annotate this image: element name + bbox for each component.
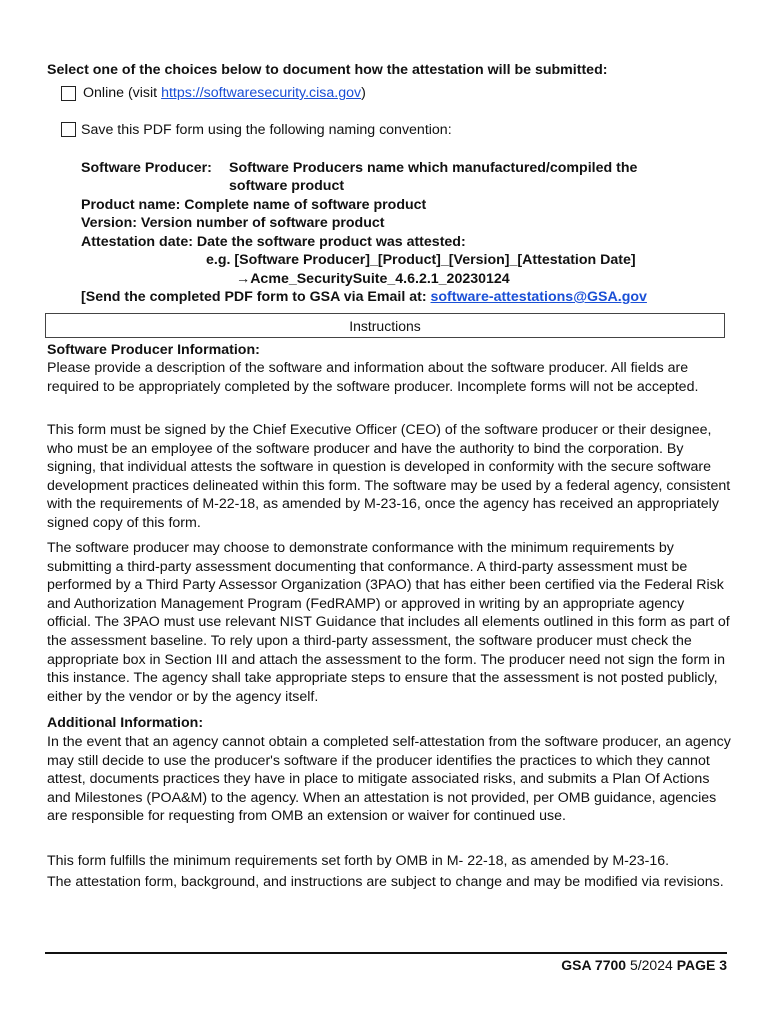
attestation-date-line: Attestation date: Date the software product was attested: [81,234,466,250]
producer-value: Software Producers name which manufactured/compiled the [229,160,638,176]
form-id: GSA 7700 [561,957,627,973]
producer-value-cont: software product [229,178,345,194]
paragraph-revisions: The attestation form, background, and instructions are subject to change and may be modified via revisions. [47,874,724,890]
cisa-link[interactable]: https://softwaresecurity.cisa.gov [161,85,362,101]
send-prefix: [Send the completed PDF form to GSA via Email at: [81,289,427,305]
footer-rule [45,952,727,954]
paragraph-third-party: The software producer may choose to demonstrate conformance with the minimum requirements by submitting a third-party assessment documenting that conformance. A third-party assessment must be performed by a Third Party Assessor Organization (3PAO) that has either been certified via the Federal Risk and Authorization Management Program (FedRAMP) or approved in writing by an appropriate agency official. The 3PAO must use relevant NIST Guidance that includes all elements outlined in this form as part of the assessment baseline. To rely upon a third-party assessment, the software producer must check the appropriate box in Section III and attach the assessment to the form. The producer need not sign the form in this instance. The agency shall take appropriate steps to ensure that the assessment is not posted publicly, either by the vendor or by the agency itself. [47,540,730,705]
online-checkbox[interactable] [61,86,76,101]
online-option-suffix: ) [361,85,366,101]
page-footer [561,957,727,973]
product-name-line: Product name: Complete name of software product [81,197,427,213]
page-number: PAGE 3 [676,957,727,973]
example-line: e.g. [Software Producer]_[Product]_[Version]_[Attestation Date] [206,252,636,268]
instructions-title: Instructions [349,317,421,334]
email-link[interactable]: software-attestations@GSA.gov [430,289,647,305]
section-heading-producer-info: Software Producer Information: [47,342,260,358]
instructions-header [45,313,725,338]
pdf-option-label: Save this PDF form using the following naming convention: [81,122,452,138]
section-heading-additional-info: Additional Information: [47,715,204,731]
version-line: Version: Version number of software product [81,215,385,231]
paragraph-poam: In the event that an agency cannot obtain a completed self-attestation from the software producer, an agency may still decide to use the producer's software if the producer identifies the practices to which they cannot attest, documents practices they have in place to mitigate associated risks, and submits a Plan Of Actions and Milestones (POA&M) to the agency. When an attestation is not provided, per OMB guidance, agencies are responsible for requesting from OMB an extension or waiver for continued use. [47,734,731,825]
paragraph-signature: This form must be signed by the Chief Executive Officer (CEO) of the software producer or their designee, who must be an employee of the software producer and have the authority to bind the corporation. By signing, that individual attests the software in question is developed in conformity with the secure software development practices delineated within this form. The software may be used by a federal agency, consistent with the requirements of M-22-18, as amended by M-23-16, once the agency has received an appropriately signed copy of this form. [47,422,731,531]
pdf-checkbox[interactable] [61,122,76,137]
paragraph-fields-required: Please provide a description of the software and information about the software producer. All fields are required to be appropriately completed by the software producer. Incomplete forms will not be accepted. [47,360,699,395]
submission-heading: Select one of the choices below to document how the attestation will be submitted: [47,62,608,78]
producer-label: Software Producer: [81,160,212,176]
online-option [83,84,366,103]
form-date: 5/2024 [629,957,673,973]
online-option-prefix: Online (visit [83,85,162,101]
paragraph-omb: This form fulfills the minimum requirements set forth by OMB in M- 22-18, as amended by M-23-16. [47,853,670,869]
example-value: →Acme_SecuritySuite_4.6.2.1_20230124 [236,271,510,287]
send-line [81,288,647,307]
